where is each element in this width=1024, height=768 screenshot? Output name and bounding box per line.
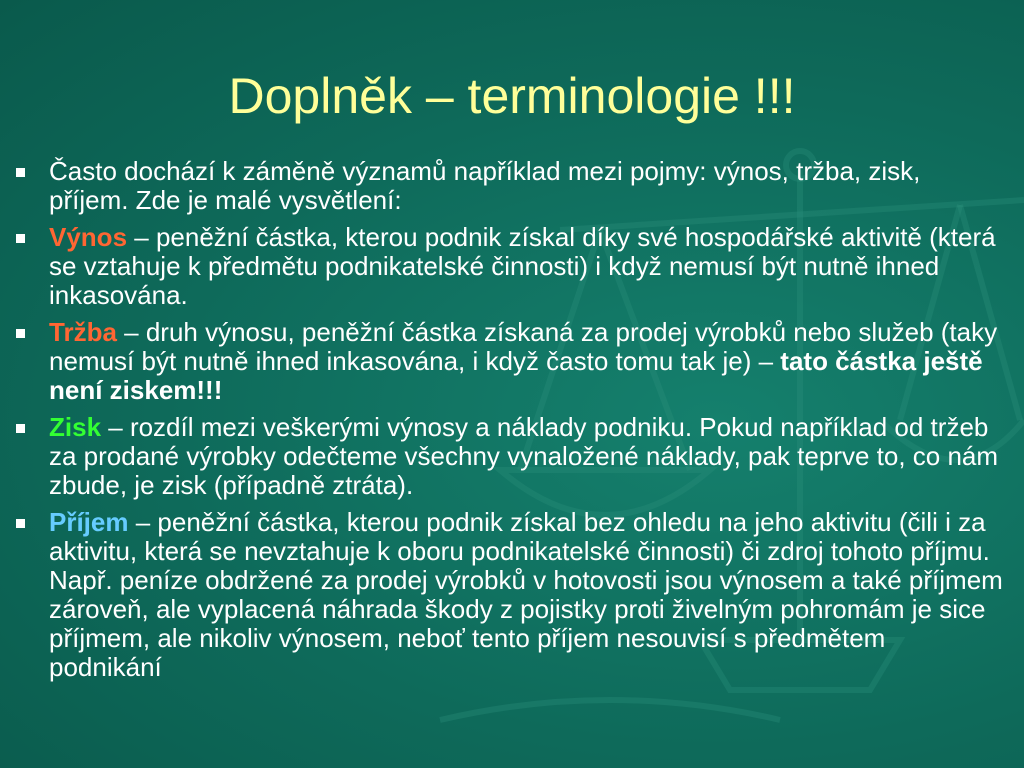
emphasis-trzba: tato částka ještě není ziskem!!! (49, 346, 983, 405)
definition-zisk: – rozdíl mezi veškerými výnosy a náklady podniku. Pokud například od tržeb za prodané výrobky odečteme všechny vynaložené náklady, pak teprve to, co nám zbude, je zisk (případně ztráta). (49, 412, 999, 500)
bullet-list (14, 157, 1004, 690)
list-item-vynos (14, 223, 1004, 310)
square-bullet-icon (16, 519, 25, 528)
list-item-trzba (14, 318, 1004, 405)
definition-trzba: – druh výnosu, peněžní částka získaná za prodej výrobků nebo služeb (taky nemusí být nutně ihned inkasována, i když často tomu tak je) – (49, 317, 998, 376)
term-zisk: Zisk (49, 412, 102, 442)
square-bullet-icon (16, 329, 25, 338)
list-item-intro (14, 157, 1004, 215)
square-bullet-icon (16, 234, 25, 243)
term-trzba: Tržba (49, 317, 117, 347)
list-item-prijem (14, 508, 1004, 682)
list-item-zisk (14, 413, 1004, 500)
definition-prijem: – peněžní částka, kterou podnik získal bez ohledu na jeho aktivitu (čili i za aktivitu, která se nevztahuje k oboru podnikatelské činnosti) či zdroj tohoto příjmu. Např. peníze obdržené za prodej výrobků v hotovosti jsou výnosem a také příjmem zároveň, ale vyplacená náhrada škody z pojistky proti živelným pohromám je sice příjmem, ale nikoliv výnosem, neboť tento příjem nesouvisí s předmětem podnikání (49, 507, 1003, 682)
page-title: Doplněk – terminologie !!! (228, 68, 796, 124)
intro-text: Často dochází k záměně významů například mezi pojmy: výnos, tržba, zisk, příjem. Zde je malé vysvětlení: (49, 156, 921, 215)
definition-vynos: – peněžní částka, kterou podnik získal díky své hospodářské aktivitě (která se vztahuje k předmětu podnikatelské činnosti) i když nemusí být nutně ihned inkasována. (49, 222, 996, 310)
term-prijem: Příjem (49, 507, 129, 537)
square-bullet-icon (16, 168, 25, 177)
square-bullet-icon (16, 424, 25, 433)
term-vynos: Výnos (49, 222, 128, 252)
